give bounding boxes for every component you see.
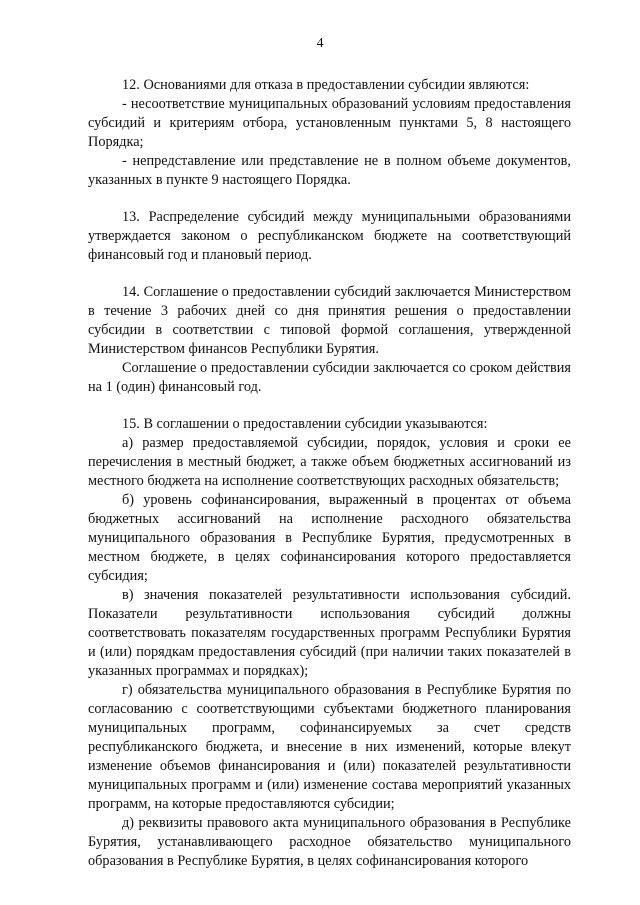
paragraph-gap xyxy=(88,397,571,415)
paragraph-14: 14. Соглашение о предоставлении субсидий заключается Министерством в течение 3 рабочих дней со дня принятия решения о предоставлении субсидии в соответствии с типовой формой соглашения, утвержденной Министерством финансов Республики Бурятия. xyxy=(88,284,571,357)
paragraph-15-heading: 15. В соглашении о предоставлении субсидии указываются: xyxy=(122,416,488,432)
paragraph-15-item-a: а) размер предоставляемой субсидии, порядок, условия и сроки ее перечисления в местный бюджет, а также объем бюджетных ассигнований из местного бюджета на исполнение соответствующих расходных обязательств; xyxy=(88,435,571,489)
paragraph-14-term: Соглашение о предоставлении субсидии заключается со сроком действия на 1 (один) финансовый год. xyxy=(88,360,571,395)
paragraph-15-item-g: г) обязательства муниципального образования в Республике Бурятия по согласованию с соответствующими субъектами бюджетного планирования муниципальных программ, софинансируемых за счет средств республиканского бюджета, и внесение в них изменений, которые влекут изменение объемов финансирования и (или) показателей результативности муниципальных программ и (или) изменение состава мероприятий указанных программ, на которые предоставляются субсидии; xyxy=(88,682,571,812)
paragraph-15-item-b: б) уровень софинансирования, выраженный в процентах от объема бюджетных ассигнований на исполнение расходного обязательства муниципального образования в Республике Бурятия, предусмотренных в местном бюджете, в целях софинансирования которого предоставляется субсидия; xyxy=(88,492,571,584)
paragraph-gap xyxy=(88,190,571,208)
document-body xyxy=(88,76,571,871)
paragraph-12-item-1: - несоответствие муниципальных образований условиям предоставления субсидий и критериям отбора, установленным пунктами 5, 8 настоящего Порядка; xyxy=(88,96,571,150)
paragraph-15-item-d: д) реквизиты правового акта муниципального образования в Республике Бурятия, устанавливающего расходное обязательство муниципального образования в Республике Бурятия, в целях софинансирования которого xyxy=(88,815,571,869)
paragraph-12-item-2: - непредставление или представление не в полном объеме документов, указанных в пункте 9 настоящего Порядка. xyxy=(88,153,571,188)
paragraph-12-heading: 12. Основаниями для отказа в предоставлении субсидии являются: xyxy=(122,77,530,93)
paragraph-15-item-v: в) значения показателей результативности использования субсидий. Показатели результативности использования субсидий должны соответствовать показателям государственных программ Республики Бурятия и (или) порядкам предоставления субсидий (при наличии таких показателей в указанных программах и порядках); xyxy=(88,587,571,679)
paragraph-13: 13. Распределение субсидий между муниципальными образованиями утверждается законом о республиканском бюджете на соответствующий финансовый год и плановый период. xyxy=(88,209,571,263)
page-number: 4 xyxy=(316,36,324,51)
paragraph-gap xyxy=(88,265,571,283)
